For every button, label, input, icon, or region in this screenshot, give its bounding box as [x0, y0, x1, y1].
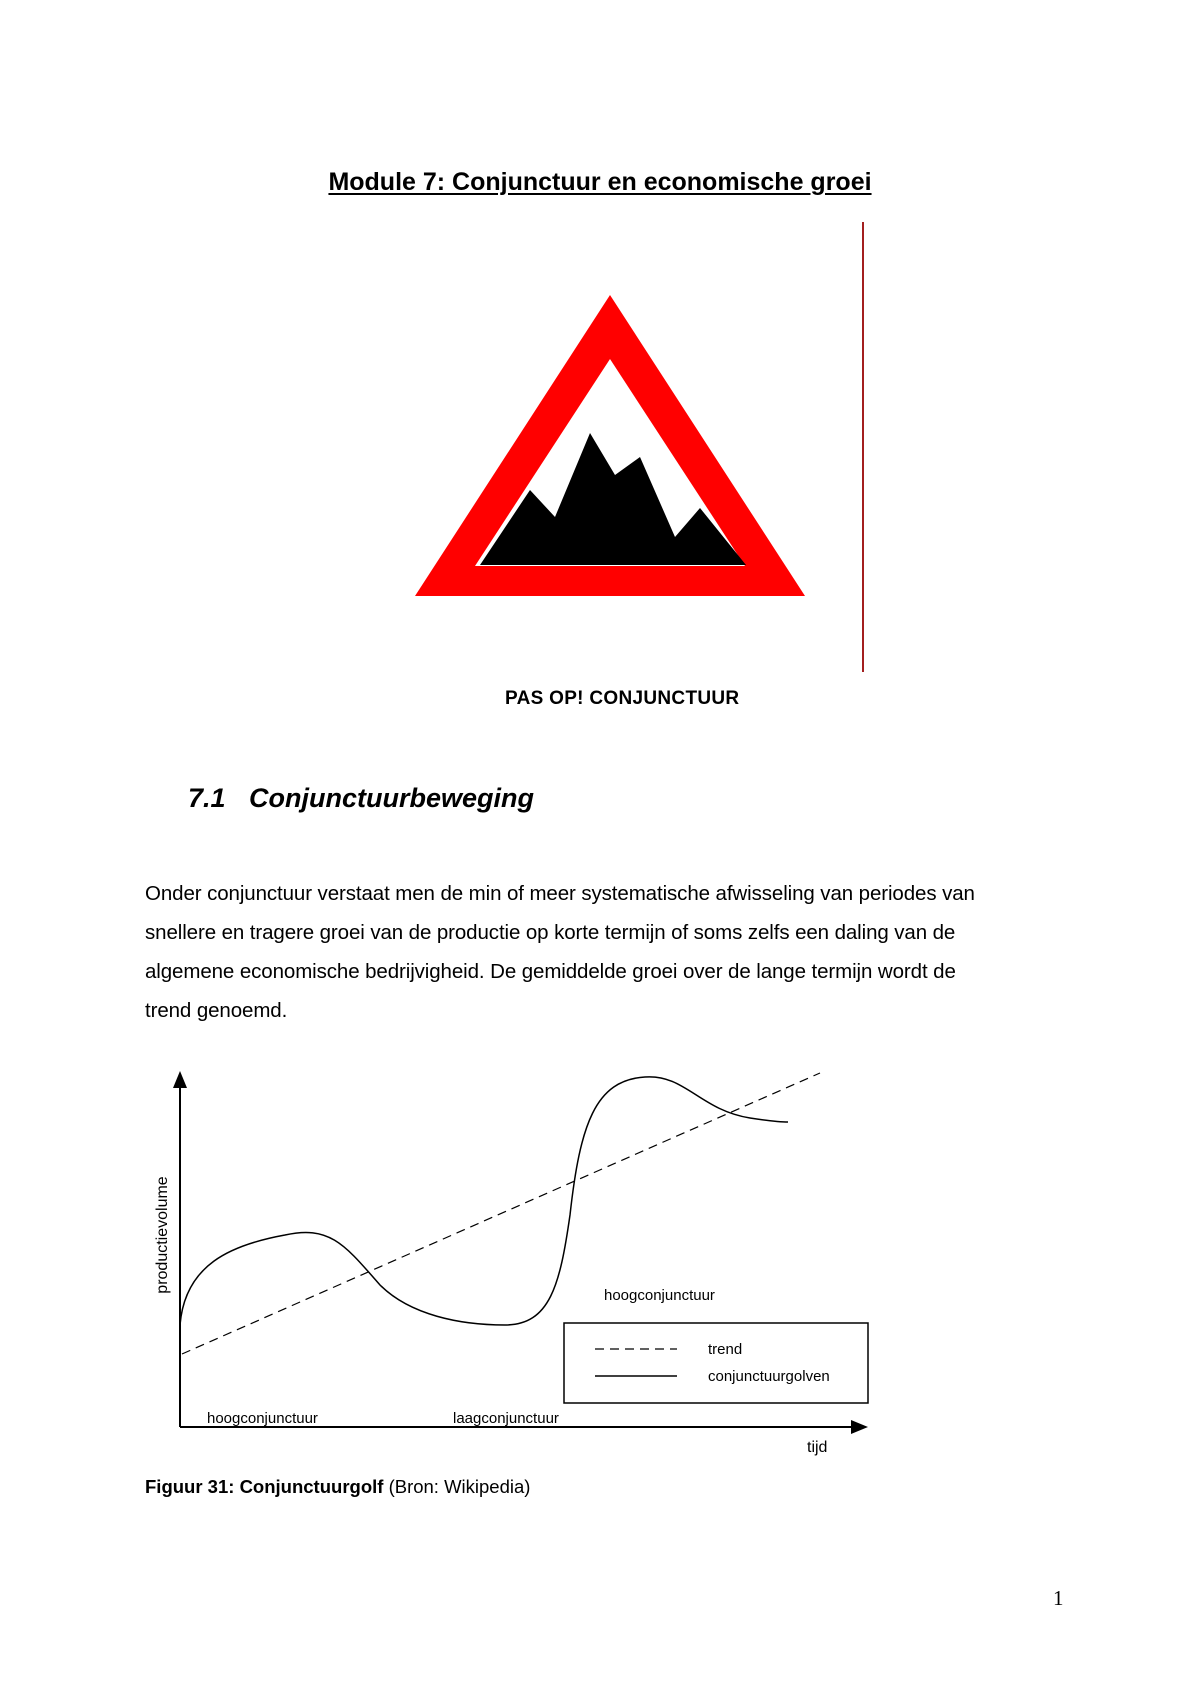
trend-line [182, 1073, 820, 1354]
divider-line [862, 222, 864, 672]
annotation-label: hoogconjunctuur [207, 1410, 318, 1427]
y-axis-label: productievolume [154, 1176, 171, 1294]
section-heading [188, 783, 534, 814]
paragraph-line: snellere en tragere groei van de productie op korte termijn of soms zelfs een daling van de [145, 921, 956, 944]
page-number: 1 [1053, 1586, 1064, 1610]
paragraph-line: trend genoemd. [145, 999, 288, 1022]
figure-label: Figuur 31: [145, 1476, 235, 1497]
business-cycle-chart [140, 1060, 880, 1460]
page-title: Module 7: Conjunctuur en economische groei [328, 168, 872, 196]
figure-source: (Bron: Wikipedia) [388, 1476, 531, 1497]
x-axis-label: tijd [807, 1439, 828, 1456]
paragraph-line: algemene economische bedrijvigheid. De gemiddelde groei over de lange termijn wordt de [145, 960, 956, 983]
section-title: Conjunctuurbeweging [249, 783, 534, 813]
sign-caption: PAS OP! CONJUNCTUUR [505, 688, 740, 709]
y-axis-arrow [173, 1071, 187, 1088]
legend-trend-label: trend [708, 1341, 743, 1358]
mountain-warning-sign-icon [410, 295, 810, 605]
annotation-label: hoogconjunctuur [604, 1287, 715, 1304]
legend-cycle-label: conjunctuurgolven [708, 1368, 830, 1385]
annotation-label: laagconjunctuur [453, 1410, 559, 1427]
legend-box [564, 1323, 868, 1403]
section-number: 7.1 [188, 783, 226, 813]
figure-title: Conjunctuurgolf [239, 1476, 384, 1497]
figure-caption [145, 1476, 530, 1498]
paragraph-line: Onder conjunctuur verstaat men de min of meer systematische afwisseling van periodes van [145, 882, 975, 905]
body-paragraph [145, 874, 1085, 1030]
x-axis-arrow [851, 1420, 868, 1434]
